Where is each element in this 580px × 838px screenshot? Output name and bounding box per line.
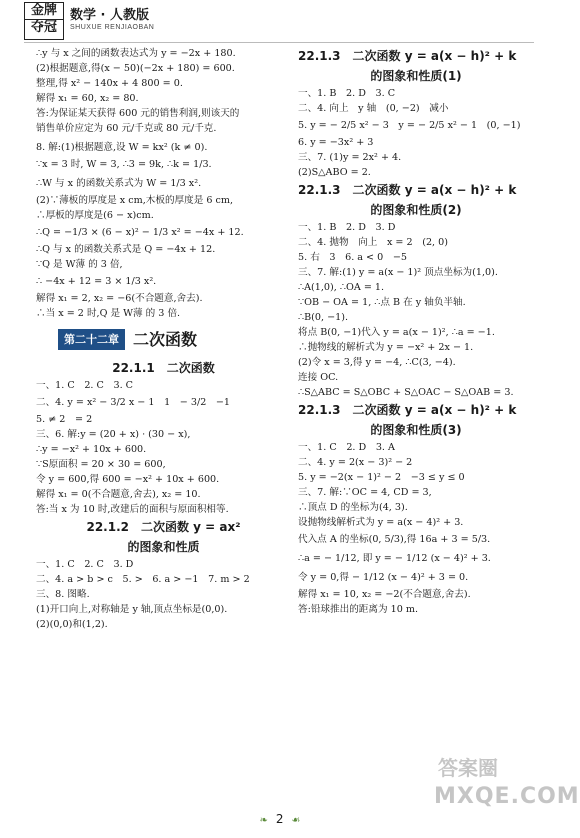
chapter-name: 二次函数: [133, 330, 198, 349]
answer-line: ∴Q 与 x 的函数关系式是 Q = −4x + 12.: [36, 244, 216, 255]
section-title: 22.1.2 二次函数 y = ax²: [86, 520, 241, 534]
answer-line: ∴抛物线的解析式为 y = −x² + 2x − 1.: [298, 342, 474, 353]
answer-line: ∵Q 是 W薄 的 3 倍,: [36, 259, 123, 270]
answer-line: ∴W 与 x 的函数关系式为 W = 1/3 x².: [36, 178, 202, 189]
page-number: 2: [275, 812, 284, 826]
page-header: [0, 0, 560, 42]
answer-line: 连接 OC.: [298, 372, 339, 383]
answer-line: 一、1. C 2. C 3. D: [36, 559, 134, 570]
answer-line: 一、1. C 2. D 3. A: [298, 442, 395, 453]
answer-line: 二、4. y = x² − 3/2 x − 1 1 − 3/2 −1: [36, 397, 231, 408]
answer-line: 答:铅球推出的距离为 10 m.: [298, 604, 419, 615]
answer-line: 令 y = 600,得 600 = −x² + 10x + 600.: [36, 474, 220, 485]
answer-line: (2)∵薄板的厚度是 x cm,木板的厚度是 6 cm,: [36, 195, 234, 206]
answer-line: (2)(0,0)和(1,2).: [36, 619, 108, 630]
answer-line: 8. 解:(1)根据题意,设 W = kx² (k ≠ 0).: [36, 142, 208, 153]
answer-line: ∵OB − OA = 1, ∴点 B 在 y 轴负半轴.: [298, 297, 466, 308]
answer-line: 三、8. 图略.: [36, 589, 90, 600]
section-subtitle: 的图象和性质(3): [370, 423, 462, 437]
answer-line: 5. 右 3 6. a < 0 −5: [298, 252, 407, 263]
answer-line: 答:当 x 为 10 时,改建后的面积与原面积相等.: [36, 504, 229, 515]
answer-line: 6. y = −3x² + 3: [298, 137, 374, 148]
answer-line: 三、6. 解:y = (20 + x) · (30 − x),: [36, 429, 191, 440]
answer-line: 5. y = − 2/5 x² − 3 y = − 2/5 x² − 1 (0, −1): [298, 120, 521, 131]
answer-line: 将点 B(0, −1)代入 y = a(x − 1)², ∴a = −1.: [298, 327, 495, 338]
header-divider: [24, 42, 534, 43]
answer-line: ∵S原面积 = 20 × 30 = 600,: [36, 459, 166, 470]
watermark-line-1: 答案圈: [438, 756, 498, 780]
answer-line: 二、4. y = 2(x − 3)² − 2: [298, 457, 413, 468]
answer-line: ∴当 x = 2 时,Q 是 W薄 的 3 倍.: [36, 308, 181, 319]
answer-line: 二、4. 抛物 向上 x = 2 (2, 0): [298, 237, 448, 248]
logo-line-2: 夺冠: [30, 20, 57, 35]
answer-line: (1)开口向上,对称轴是 y 轴,顶点坐标是(0,0).: [36, 604, 228, 615]
answer-line: 一、1. C 2. C 3. C: [36, 380, 134, 391]
section-subtitle: 的图象和性质(2): [370, 203, 462, 217]
answer-line: 三、7. 解:(1) y = a(x − 1)² 顶点坐标为(1,0).: [298, 267, 498, 278]
section-title: 22.1.3 二次函数 y = a(x − h)² + k: [298, 403, 517, 417]
page-footer: [0, 812, 560, 826]
answer-line: (2)S△ABO = 2.: [298, 167, 371, 178]
section-subtitle: 的图象和性质(1): [370, 69, 462, 83]
answer-line: (2)令 x = 3,得 y = −4, ∴C(3, −4).: [298, 357, 456, 368]
answer-line: 整理,得 x² − 140x + 4 800 = 0.: [36, 78, 183, 89]
chapter-heading: [58, 329, 291, 350]
section-title: 22.1.1 二次函数: [112, 361, 215, 375]
header-subtitle: SHUXUE RENJIAOBAN: [70, 24, 155, 31]
brand-logo: [24, 2, 64, 40]
answer-line: 令 y = 0,得 − 1/12 (x − 4)² + 3 = 0.: [298, 572, 469, 583]
answer-line: 三、7. 解:∵OC = 4, CD = 3,: [298, 487, 432, 498]
answer-line: ∴A(1,0), ∴OA = 1.: [298, 282, 385, 293]
answer-line: 解得 x₁ = 10, x₂ = −2(不合题意,舍去).: [298, 589, 471, 600]
answer-line: ∴ −4x + 12 = 3 × 1/3 x².: [36, 276, 157, 287]
answer-line: ∴顶点 D 的坐标为(4, 3).: [298, 502, 408, 513]
answer-line: 5. ≠ 2 = 2: [36, 414, 93, 425]
answer-line: 销售单价应定为 60 元/千克或 80 元/千克.: [36, 123, 217, 134]
answer-line: ∴B(0, −1).: [298, 312, 349, 323]
answer-line: ∵x = 3 时, W = 3, ∴3 = 9k, ∴k = 1/3.: [36, 159, 212, 170]
answer-line: 一、1. B 2. D 3. D: [298, 222, 396, 233]
answer-line: ∴a = − 1/12, 即 y = − 1/12 (x − 4)² + 3.: [298, 553, 491, 564]
answer-line: ∴y 与 x 之间的函数表达式为 y = −2x + 180.: [36, 48, 236, 59]
answer-line: ∴厚板的厚度是(6 − x)cm.: [36, 210, 154, 221]
answer-line: (2)根据题意,得(x − 50)(−2x + 180) = 600.: [36, 63, 235, 74]
answer-line: ∴y = −x² + 10x + 600.: [36, 444, 147, 455]
header-title: 数学 · 人教版: [70, 8, 149, 23]
section-title: 22.1.3 二次函数 y = a(x − h)² + k: [298, 49, 517, 63]
answer-line: 解得 x₁ = 0(不合题意,舍去), x₂ = 10.: [36, 489, 201, 500]
answer-line: 三、7. (1)y = 2x² + 4.: [298, 152, 402, 163]
leaf-ornament-icon: ❧: [259, 815, 269, 826]
answer-line: ∴Q = −1/3 × (6 − x)² − 1/3 x² = −4x + 12.: [36, 227, 244, 238]
answer-line: 5. y = −2(x − 1)² − 2 −3 ≤ y ≤ 0: [298, 472, 465, 483]
answer-line: ∴S△ABC = S△OBC + S△OAC − S△OAB = 3.: [298, 387, 514, 398]
logo-line-1: 金牌: [25, 3, 63, 20]
section-subtitle: 的图象和性质: [127, 540, 200, 554]
left-column: [36, 46, 291, 632]
answer-line: 代入点 A 的坐标(0, 5/3),得 16a + 3 = 5/3.: [298, 534, 491, 545]
answer-line: 解得 x₁ = 60, x₂ = 80.: [36, 93, 139, 104]
answer-line: 二、4. 向上 y 轴 (0, −2) 减小: [298, 103, 449, 114]
answer-line: 二、4. a > b > c 5. > 6. a > −1 7. m > 2: [36, 574, 250, 585]
answer-line: 设抛物线解析式为 y = a(x − 4)² + 3.: [298, 517, 464, 528]
answer-line: 解得 x₁ = 2, x₂ = −6(不合题意,舍去).: [36, 293, 203, 304]
section-title: 22.1.3 二次函数 y = a(x − h)² + k: [298, 183, 517, 197]
chapter-tag: 第二十二章: [58, 329, 125, 350]
answer-line: 答:为保证某天获得 600 元的销售利润,则该天的: [36, 108, 240, 119]
watermark-line-2: MXQE.COM: [434, 784, 580, 809]
right-column: [298, 46, 534, 617]
leaf-ornament-icon: ☙: [291, 815, 301, 826]
answer-line: 一、1. B 2. D 3. C: [298, 88, 396, 99]
